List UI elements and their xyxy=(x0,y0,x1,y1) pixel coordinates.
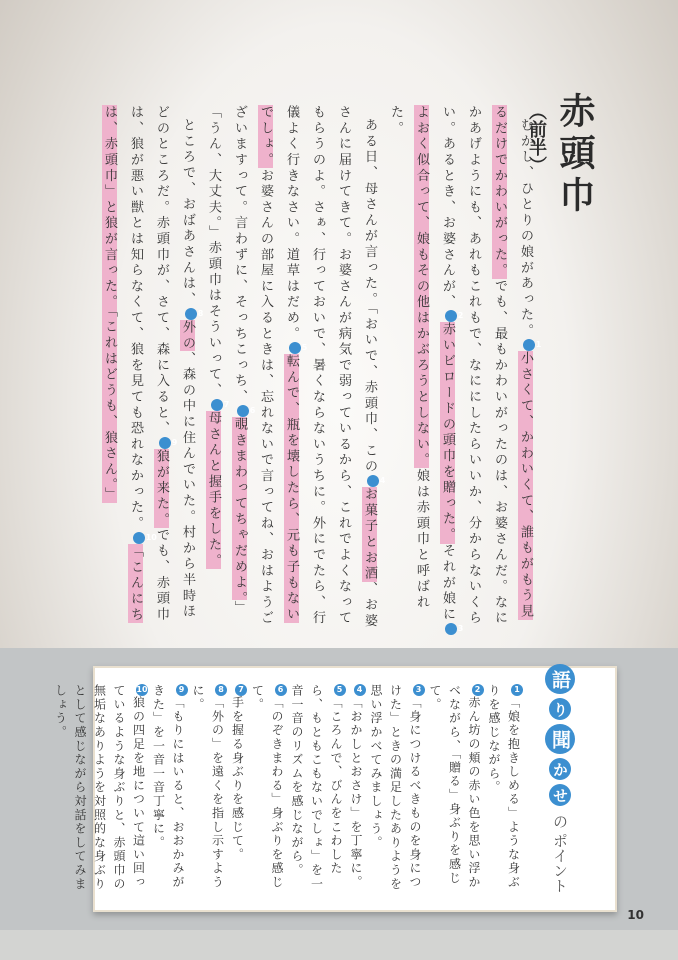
marker-3: 3 xyxy=(445,623,457,635)
point-item xyxy=(148,684,188,894)
point-number: 7 xyxy=(235,684,247,696)
point-text: 「身につけるべきものを身につけた」ときの満足したありようを思い浮かべてみましょう。 xyxy=(369,684,422,891)
point-number: 1 xyxy=(511,684,523,696)
highlight-2: 赤いビロードの頭巾を贈った。 xyxy=(440,322,455,544)
points-heading xyxy=(545,664,575,893)
heading-badge-4: か xyxy=(549,758,571,780)
points-list xyxy=(50,684,523,894)
story-paragraph-1: むかし、ひとりの娘があった。1小さくて、かわいくて、誰もがもう見るだけでかわいがった。でも、最もかわいがったのは、お婆さんだ。なにかあげようにも、あれもこれもで、なににしたらいいか、分からないくらい。あるとき、お婆さんが、2赤いビロードの頭巾を贈った。それが娘に3よおく似合って、娘もその他はかぶろうとしない。娘は赤頭巾と呼ばれた。 xyxy=(388,105,542,633)
point-text: 「もりにはいると、おおかみがきた」を一音一音丁寧に。 xyxy=(151,684,185,890)
point-text: 赤ん坊の頬の赤い色を思い浮かべながら、「贈る」身ぶりを感じて。 xyxy=(428,684,481,890)
point-number: 4 xyxy=(354,684,366,696)
point-text: 狼の四足を地について這い回っているような身ぶりと、赤頭巾の無垢なありようを対照的な身ぶりとして感じながら対話をしてみましょう。 xyxy=(53,684,146,891)
point-number: 8 xyxy=(215,684,227,696)
point-text: 「外の」を遠くを指し示すように。 xyxy=(191,684,225,890)
point-number: 5 xyxy=(334,684,346,696)
point-item xyxy=(425,684,484,894)
storytelling-points-box xyxy=(53,666,617,912)
heading-badge-2: り xyxy=(549,698,571,720)
point-number: 10 xyxy=(136,685,148,694)
point-text: 「のぞきまわる」身ぶりを感じて。 xyxy=(250,684,284,890)
page-number: 10 xyxy=(627,908,644,922)
heading-no: の xyxy=(551,814,569,829)
point-number: 6 xyxy=(275,684,287,696)
marker-4: 4 xyxy=(367,475,379,487)
highlight-9: 狼が来た。 xyxy=(154,448,169,528)
story-paragraph-3: ところで、おばあさんは、8外の、森の中に住んでいた。村から半時ほどのところだ。赤頭巾が、さて、森に入ると、9狼が来た。でも、赤頭巾は、狼が悪い獣とは知らなくて、狼を見ても恐れなかった。10「こんにちは、赤頭巾」と狼が言った。「これはどうも、狼さん。」 xyxy=(102,105,204,623)
page-title: 赤頭巾 xyxy=(554,92,595,218)
point-item xyxy=(366,684,425,894)
highlight-1: 小さくて、かわいくて、誰もがもう見るだけでかわいがった。 xyxy=(492,105,533,620)
point-text: 手を握る身ぶりを感じて。 xyxy=(230,696,245,862)
highlight-6: 覗きまわってちゃだめよ。 xyxy=(232,417,247,601)
marker-9: 9 xyxy=(159,437,171,449)
marker-1: 1 xyxy=(523,339,535,351)
highlight-3: よおく似合って、娘もその他はかぶろうとしない。 xyxy=(414,105,429,469)
highlight-4: お菓子とお酒 xyxy=(362,487,377,582)
heading-badge-3: 聞 xyxy=(545,724,575,754)
point-number: 2 xyxy=(472,684,484,696)
marker-2: 2 xyxy=(445,310,457,322)
marker-10: 10 xyxy=(133,532,145,544)
point-text: 「ころんで、びんをこわしたら、もともこもないでしょ」を一音一音のリズムを感じながら。 xyxy=(290,684,343,891)
page-subtitle: （前半） xyxy=(526,102,547,174)
heading-badge-5: せ xyxy=(549,784,571,806)
point-item xyxy=(227,684,247,894)
point-item xyxy=(247,684,287,894)
heading-badge-1: 語 xyxy=(545,664,575,694)
highlight-8: 外の xyxy=(180,319,195,352)
point-item xyxy=(346,684,366,894)
point-item xyxy=(188,684,228,894)
point-item xyxy=(50,684,148,894)
highlight-10: 「こんにちは、赤頭巾」と狼が言った。「これはどうも、狼さん。」 xyxy=(102,105,143,623)
story-paragraph-2: ある日、母さんが言った。「おいで、赤頭巾、この4お菓子とお酒、お婆さんに届けてきて。お婆さんが病気で弱っているから、これでよくなってもらうのよ。さぁ、行っておいで、暑くならないうちに。外にでたら、行儀よく行きなさい。道草はだめ。5転んで、瓶を壊したら、元も子もないでしょ。お婆さんの部屋に入るときは、忘れないで言ってね、おはようございますって。言わずに、そっちこっち、6覗きまわってちゃだめよ。」「うん、大丈夫。」赤頭巾はそういって、7母さんと握手をした。 xyxy=(206,105,386,630)
marker-6: 6 xyxy=(237,405,249,417)
marker-8: 8 xyxy=(185,308,197,320)
marker-7: 7 xyxy=(211,399,223,411)
story-text xyxy=(68,105,542,635)
point-text: 「娘を抱きしめる」ような身ぶりを感じながら。 xyxy=(487,684,521,890)
heading-label: ポイント xyxy=(551,833,569,893)
point-number: 3 xyxy=(413,684,425,696)
point-text: 「おかしとおさけ」を丁寧に。 xyxy=(349,696,363,890)
point-item xyxy=(484,684,524,894)
marker-5: 5 xyxy=(289,342,301,354)
point-number: 9 xyxy=(176,684,188,696)
point-item xyxy=(287,684,346,894)
highlight-7: 母さんと握手をした。 xyxy=(206,410,221,569)
highlight-5: 転んで、瓶を壊したら、元も子もないでしょ。 xyxy=(258,105,299,623)
